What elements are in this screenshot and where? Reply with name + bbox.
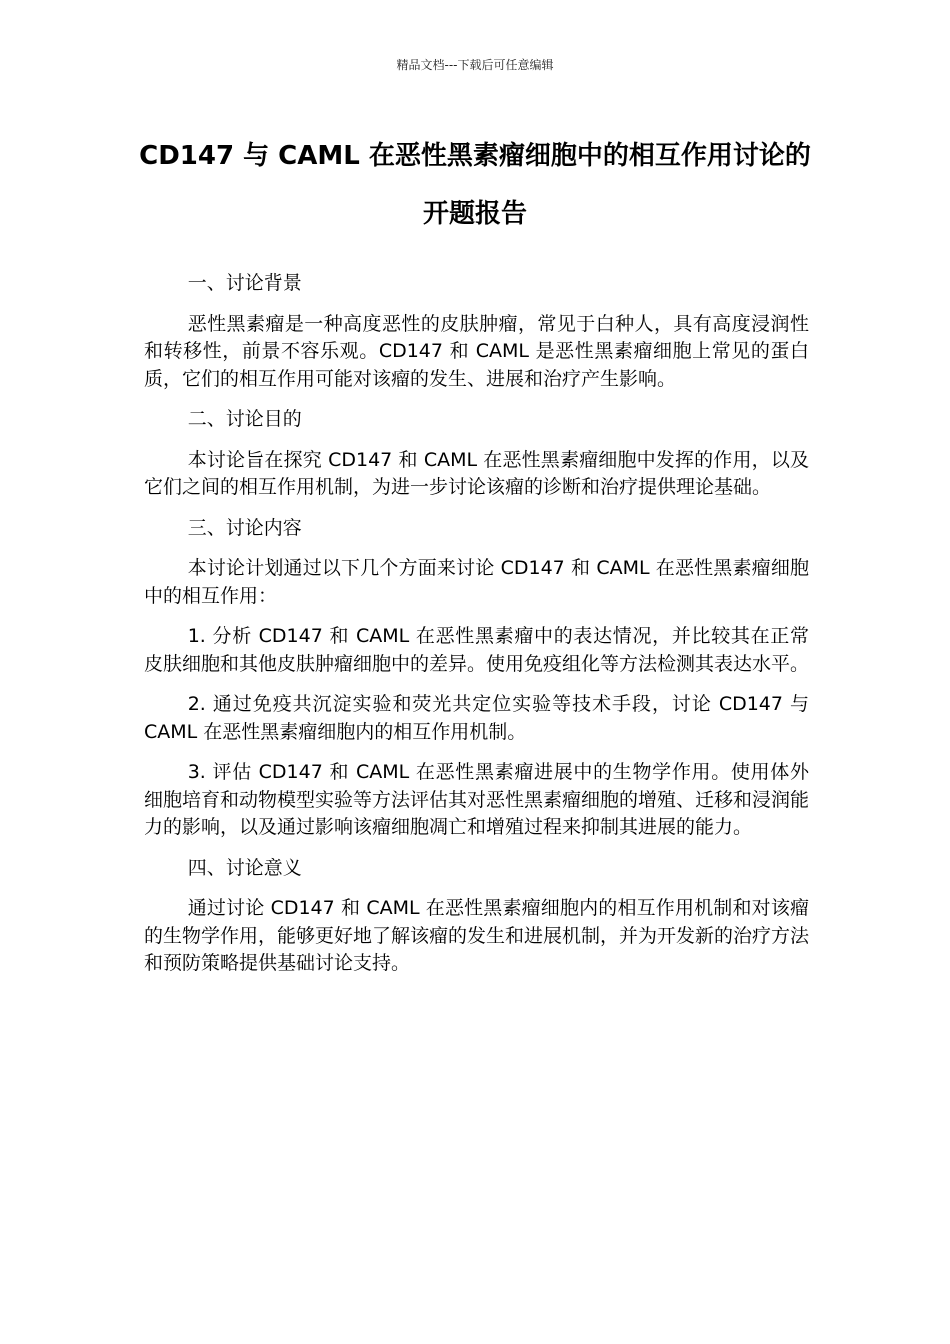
header-note: 精品文档---下载后可任意编辑 xyxy=(396,58,554,72)
paragraph-content-intro: 本讨论计划通过以下几个方面来讨论 CD147 和 CAML 在恶性黑素瘤细胞中的相互作用： xyxy=(144,557,809,607)
document-title: CD147 与 CAML 在恶性黑素瘤细胞中的相互作用讨论的开题报告 xyxy=(139,141,811,229)
document-body xyxy=(144,270,809,991)
list-item-content-2: 2. 通过免疫共沉淀实验和荧光共定位实验等技术手段，讨论 CD147 与 CAML 在恶性黑素瘤细胞内的相互作用机制。 xyxy=(144,693,809,743)
list-item-content-3: 3. 评估 CD147 和 CAML 在恶性黑素瘤进展中的生物学作用。使用体外细胞培育和动物模型实验等方法评估其对恶性黑素瘤细胞的增殖、迁移和浸润能力的影响，以及通过影响该瘤细胞凋亡和增殖过程来抑制其进展的能力。 xyxy=(144,761,810,838)
list-item-content-1: 1. 分析 CD147 和 CAML 在恶性黑素瘤中的表达情况，并比较其在正常皮肤细胞和其他皮肤肿瘤细胞中的差异。使用免疫组化等方法检测其表达水平。 xyxy=(144,625,810,675)
paragraph-purpose: 本讨论旨在探究 CD147 和 CAML 在恶性黑素瘤细胞中发挥的作用，以及它们之间的相互作用机制，为进一步讨论该瘤的诊断和治疗提供理论基础。 xyxy=(144,448,809,498)
section-heading-background: 一、讨论背景 xyxy=(187,272,302,294)
section-heading-content: 三、讨论内容 xyxy=(187,516,302,539)
section-heading-purpose: 二、讨论目的 xyxy=(187,408,302,430)
paragraph-significance: 通过讨论 CD147 和 CAML 在恶性黑素瘤细胞内的相互作用机制和对该瘤的生物学作用，能够更好地了解该瘤的发生和进展机制，并为开发新的治疗方法和预防策略提供基础讨论支持。 xyxy=(144,897,810,974)
paragraph-background: 恶性黑素瘤是一种高度恶性的皮肤肿瘤，常见于白种人，具有高度浸润性和转移性，前景不容乐观。CD147 和 CAML 是恶性黑素瘤细胞上常见的蛋白质，它们的相互作用可能对该瘤的发生、进展和治疗产生影响。 xyxy=(144,312,809,390)
section-heading-significance: 四、讨论意义 xyxy=(187,856,302,879)
